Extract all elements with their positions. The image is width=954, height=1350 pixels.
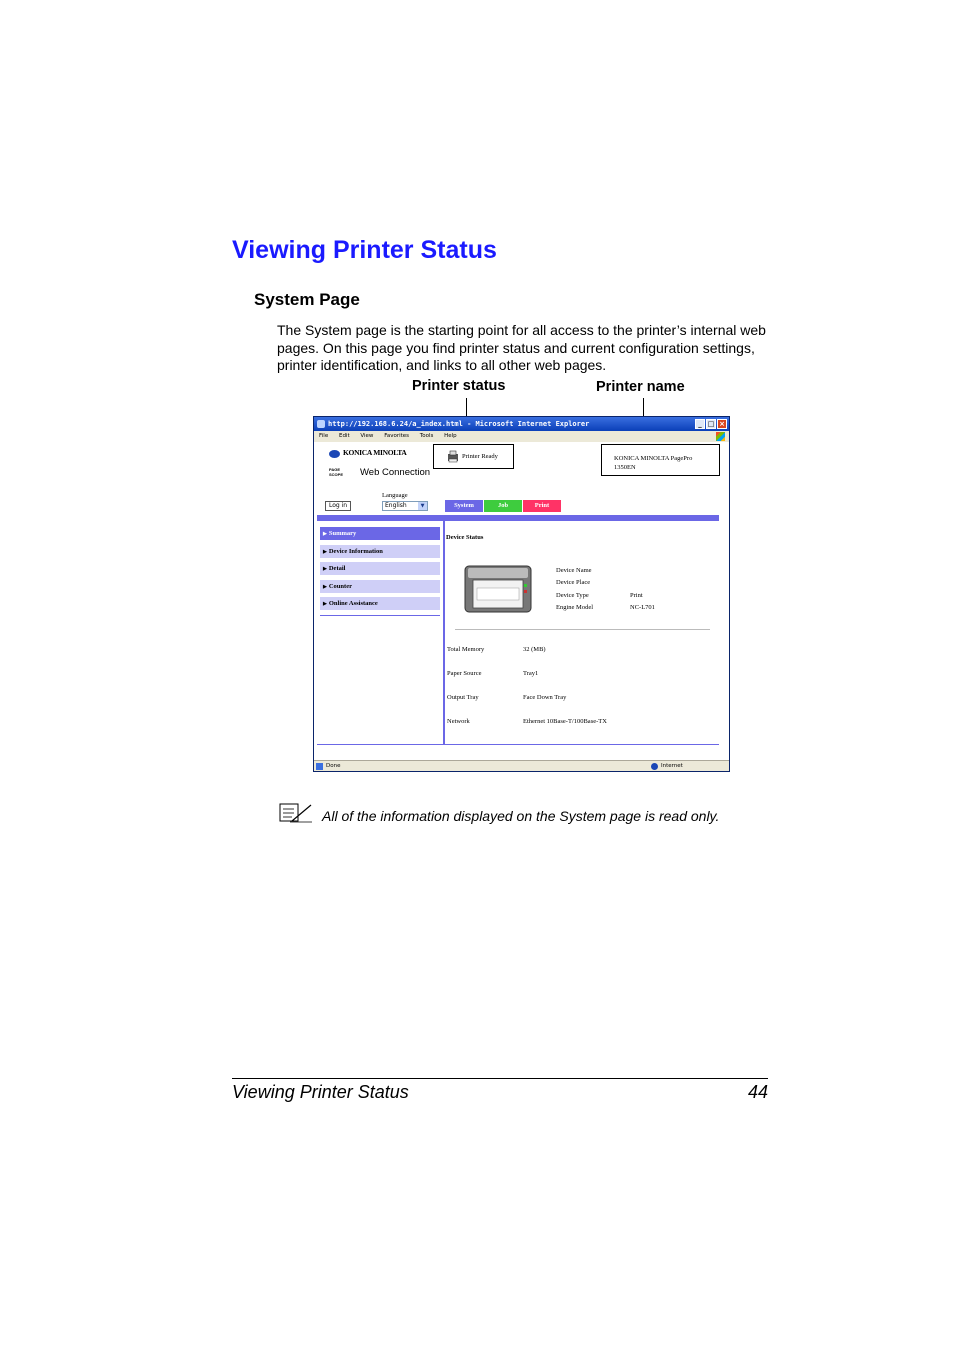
tab-job[interactable]: Job bbox=[484, 500, 522, 512]
minimize-icon[interactable]: _ bbox=[695, 419, 705, 429]
printer-status-icon bbox=[447, 450, 459, 463]
login-button[interactable]: Log in bbox=[325, 501, 351, 511]
note-text: All of the information displayed on the System page is read only. bbox=[322, 808, 720, 824]
statusbar-done: Done bbox=[326, 763, 341, 769]
sidebar-item-label: Summary bbox=[328, 530, 357, 537]
printer-image bbox=[464, 564, 532, 614]
triangle-right-icon: ▶ bbox=[323, 549, 327, 555]
pagescope-logo-icon: PAGE SCOPE bbox=[329, 467, 344, 477]
close-icon[interactable]: × bbox=[717, 419, 727, 429]
content-divider bbox=[443, 521, 445, 744]
language-select-value: English bbox=[385, 502, 407, 509]
konica-minolta-logo-icon bbox=[329, 450, 340, 458]
tab-print[interactable]: Print bbox=[523, 500, 561, 512]
statusbar-zone: Internet bbox=[661, 763, 683, 769]
printer-name-box bbox=[601, 444, 720, 476]
device-type-label: Device Type bbox=[556, 592, 589, 599]
windows-logo-icon bbox=[716, 432, 725, 441]
network-label: Network bbox=[447, 718, 470, 725]
footer-rule bbox=[232, 1078, 768, 1079]
menu-view[interactable]: View bbox=[360, 433, 374, 439]
nav-bar-divider bbox=[317, 515, 719, 521]
sidebar-divider bbox=[320, 615, 440, 616]
ie-icon bbox=[317, 420, 325, 428]
page-title: Viewing Printer Status bbox=[232, 236, 497, 264]
triangle-right-icon: ▶ bbox=[323, 602, 327, 607]
sidebar-item-device-information[interactable] bbox=[320, 545, 440, 558]
section-title: System Page bbox=[254, 290, 360, 309]
total-memory-label: Total Memory bbox=[447, 646, 485, 653]
printer-status-box bbox=[433, 444, 514, 469]
callout-printer-name: Printer name bbox=[596, 379, 685, 395]
menu-file[interactable]: File bbox=[319, 433, 329, 439]
sidebar-item-detail[interactable] bbox=[320, 562, 440, 575]
sidebar-item-label: Counter bbox=[328, 582, 352, 590]
output-tray-label: Output Tray bbox=[447, 694, 479, 701]
callout-printer-status: Printer status bbox=[412, 378, 506, 394]
browser-titlebar bbox=[314, 417, 729, 431]
printer-name-line-1: KONICA MINOLTA PagePro bbox=[614, 455, 693, 462]
browser-menubar bbox=[314, 431, 729, 442]
device-type-value: Print bbox=[630, 592, 643, 599]
sidebar-item-label: Device Information bbox=[328, 547, 383, 555]
sidebar-item-label: Online Assistance bbox=[328, 600, 378, 607]
network-value: Ethernet 10Base-T/100Base-TX bbox=[523, 718, 607, 725]
sidebar-item-label: Detail bbox=[328, 565, 346, 572]
language-select[interactable] bbox=[382, 501, 428, 511]
engine-model-label: Engine Model bbox=[556, 604, 594, 611]
menu-edit[interactable]: Edit bbox=[338, 433, 350, 439]
sidebar-item-online-assistance[interactable] bbox=[320, 597, 440, 610]
note-pencil-icon bbox=[279, 802, 313, 824]
triangle-right-icon: ▶ bbox=[323, 567, 327, 572]
horizontal-rule bbox=[455, 629, 710, 630]
sidebar bbox=[320, 527, 440, 615]
content-bottom-divider bbox=[317, 744, 719, 745]
footer-page-number: 44 bbox=[747, 1082, 768, 1102]
web-connection-label: Web Connection bbox=[360, 467, 431, 478]
menu-help[interactable]: Help bbox=[444, 433, 457, 439]
paper-source-value: Tray1 bbox=[523, 670, 539, 677]
browser-title: http://192.168.6.24/a_index.html - Microsoft Internet Explorer bbox=[328, 420, 590, 428]
menu-favorites[interactable]: Favorites bbox=[384, 433, 410, 439]
triangle-right-icon: ▶ bbox=[323, 532, 327, 537]
menu-tools[interactable]: Tools bbox=[419, 433, 434, 439]
printer-status-text: Printer Ready bbox=[462, 453, 498, 460]
output-tray-value: Face Down Tray bbox=[523, 694, 567, 701]
browser-statusbar bbox=[314, 760, 729, 772]
chevron-down-icon[interactable]: ▼ bbox=[418, 502, 427, 510]
sidebar-item-summary[interactable] bbox=[320, 527, 440, 540]
intro-paragraph: The System page is the starting point for all access to the printer’s internal web pages. On this page you find printer status and current configuration settings, printer identification, and links to all other web pages. bbox=[277, 322, 766, 373]
printer-name-text bbox=[614, 455, 692, 472]
device-status-title: Device Status bbox=[446, 534, 484, 541]
sidebar-item-counter[interactable] bbox=[320, 580, 440, 593]
brand-name: KONICA MINOLTA bbox=[343, 448, 407, 457]
triangle-right-icon: ▶ bbox=[323, 584, 327, 590]
engine-model-value: NC-L701 bbox=[630, 604, 655, 611]
language-label: Language bbox=[382, 492, 408, 499]
paper-source-label: Paper Source bbox=[447, 670, 482, 677]
total-memory-value: 32 (MB) bbox=[523, 646, 546, 653]
browser-screenshot bbox=[313, 416, 730, 772]
device-place-label: Device Place bbox=[556, 579, 591, 586]
printer-name-line-2: 1350EN bbox=[614, 463, 636, 471]
globe-icon bbox=[651, 763, 658, 770]
footer-title: Viewing Printer Status bbox=[232, 1082, 409, 1102]
tab-system[interactable]: System bbox=[445, 500, 483, 512]
page-icon bbox=[316, 763, 323, 770]
device-name-label: Device Name bbox=[556, 567, 592, 574]
maximize-icon[interactable]: □ bbox=[707, 420, 715, 428]
